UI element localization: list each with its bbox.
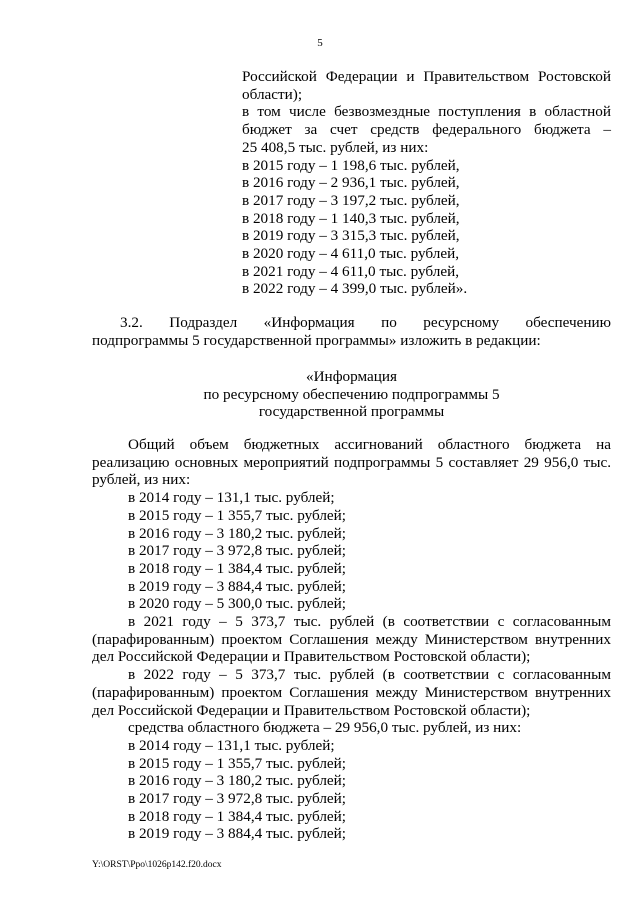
intro-line: реализацию основных мероприятий подпрограммы 5 составляет 29 956,0 тыс. (92, 453, 611, 471)
year-line: в 2016 году – 2 936,1 тыс. рублей, (242, 174, 460, 192)
title-line: «Информация (306, 368, 397, 385)
text-line: бюджет за счет средств федерального бюджета – (242, 121, 611, 139)
year-2021-line: в 2021 году – 5 373,7 тыс. рублей (в соответствии с согласованным (128, 613, 611, 631)
year-line: в 2018 году – 1 384,4 тыс. рублей; (128, 559, 346, 577)
page-number: 5 (317, 37, 323, 49)
info-title (92, 368, 611, 421)
title-line: по ресурсному обеспечению подпрограммы 5 (203, 385, 500, 403)
intro-line: Общий объем бюджетных ассигнований областного бюджета на (128, 436, 611, 453)
year-line: в 2019 году – 3 884,4 тыс. рублей; (128, 825, 346, 843)
year-line: в 2019 году – 3 315,3 тыс. рублей, (242, 227, 460, 245)
year-2021-line: дел Российской Федерации и Правительством Ростовской области); (92, 648, 531, 666)
year-2022-line: (парафированным) проектом Соглашения между Министерством внутренних (92, 683, 611, 701)
year-line: в 2014 году – 131,1 тыс. рублей; (128, 489, 335, 507)
text-line: 25 408,5 тыс. рублей, из них: (242, 138, 429, 156)
year-line: в 2016 году – 3 180,2 тыс. рублей; (128, 524, 346, 542)
funding-continuation-block (242, 68, 611, 298)
year-line: в 2017 году – 3 972,8 тыс. рублей; (128, 790, 346, 808)
text-line: Российской Федерации и Правительством Ростовской (242, 68, 611, 85)
year-line: в 2020 году – 5 300,0 тыс. рублей; (128, 595, 346, 613)
intro-line: рублей, из них: (92, 471, 191, 489)
title-line: государственной программы (258, 403, 445, 421)
year-line: в 2015 году – 1 355,7 тыс. рублей; (128, 506, 346, 524)
year-line: в 2015 году – 1 198,6 тыс. рублей, (242, 156, 460, 174)
year-line: в 2018 году – 1 384,4 тыс. рублей; (128, 807, 346, 825)
section-heading-line2: подпрограммы 5 государственной программы» изложить в редакции: (92, 332, 541, 349)
file-path-footer: Y:\ORST\Ppo\1026p142.f20.docx (92, 860, 222, 870)
text-line: области); (242, 85, 303, 103)
year-line: в 2017 году – 3 197,2 тыс. рублей, (242, 191, 460, 209)
year-line: в 2017 году – 3 972,8 тыс. рублей; (128, 542, 346, 560)
year-2021-line: (парафированным) проектом Соглашения между Министерством внутренних (92, 630, 611, 648)
regional-budget-line: средства областного бюджета – 29 956,0 тыс. рублей, из них: (128, 719, 522, 737)
year-line: в 2014 году – 131,1 тыс. рублей; (128, 736, 335, 754)
year-line: в 2020 году – 4 611,0 тыс. рублей, (242, 245, 460, 263)
year-2022-line: в 2022 году – 5 373,7 тыс. рублей (в соответствии с согласованным (128, 666, 611, 684)
year-2022-line: дел Российской Федерации и Правительством Ростовской области); (92, 701, 531, 719)
year-line: в 2019 году – 3 884,4 тыс. рублей; (128, 577, 346, 595)
year-line: в 2021 году – 4 611,0 тыс. рублей, (242, 262, 460, 280)
year-line: в 2016 году – 3 180,2 тыс. рублей; (128, 772, 346, 790)
info-body (92, 436, 611, 843)
year-line: в 2015 году – 1 355,7 тыс. рублей; (128, 754, 346, 772)
section-heading-line1: 3.2. Подраздел «Информация по ресурсному обеспечению (120, 314, 611, 331)
text-line: в том числе безвозмездные поступления в областной (242, 103, 611, 121)
year-line: в 2018 году – 1 140,3 тыс. рублей, (242, 209, 460, 227)
year-line: в 2022 году – 4 399,0 тыс. рублей». (242, 280, 468, 298)
